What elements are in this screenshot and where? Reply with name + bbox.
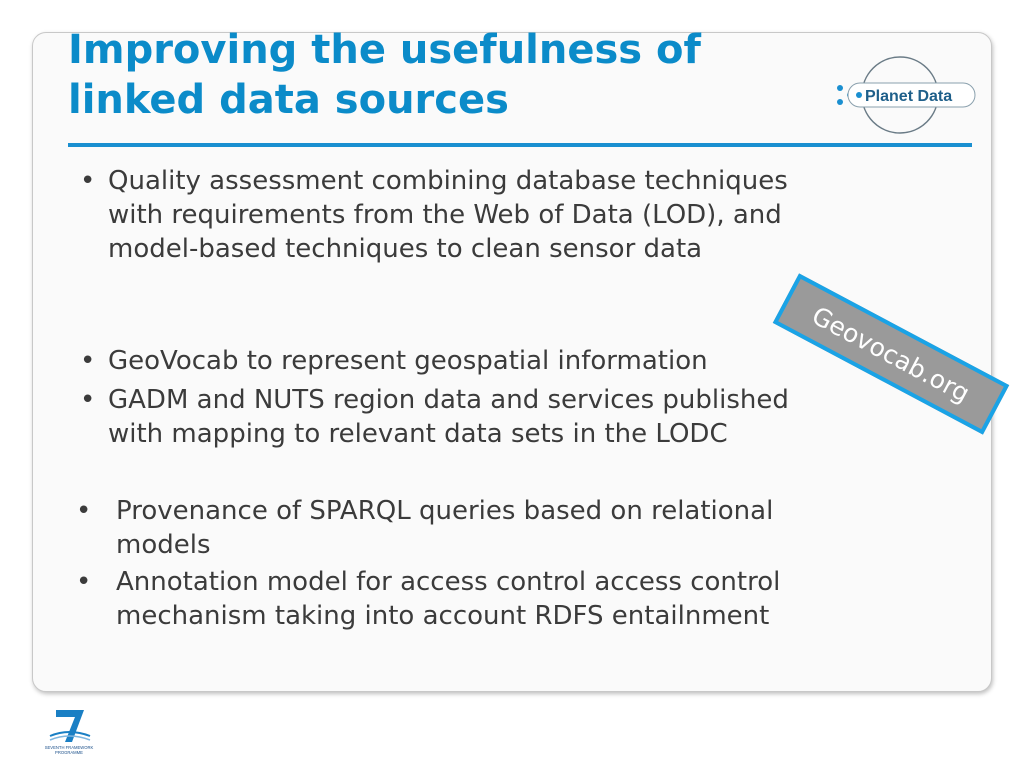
fp7-text-1: SEVENTH FRAMEWORK	[44, 745, 94, 750]
bullet-line: Provenance of SPARQL queries based on relational	[116, 496, 774, 526]
slide-title-line-1: Improving the usefulness of	[68, 27, 701, 73]
bullet-line: GADM and NUTS region data and services published	[108, 385, 789, 415]
logo-dot-2	[837, 99, 843, 105]
bullet-line: with requirements from the Web of Data (LOD), and	[108, 200, 782, 230]
slide-title-line-2: linked data sources	[68, 77, 509, 123]
bullet-item-4	[76, 494, 956, 562]
fp7-logo	[44, 706, 94, 758]
bullet-line: model-based techniques to clean sensor data	[108, 234, 703, 264]
slide-title	[68, 25, 828, 125]
bullet-marker: •	[80, 346, 96, 376]
planet-data-logo	[832, 55, 977, 140]
bullet-item-3	[80, 383, 950, 451]
bullet-line: Annotation model for access control access control	[116, 567, 781, 597]
bullet-line: mechanism taking into account RDFS entailnment	[116, 601, 770, 631]
title-divider	[68, 143, 972, 147]
fp7-text-2: PROGRAMME	[55, 750, 83, 755]
bullet-marker: •	[76, 567, 92, 597]
bullet-item-2	[80, 344, 950, 378]
geovocab-badge-label: Geovocab.org	[807, 300, 975, 408]
logo-dot-1	[837, 85, 843, 91]
bullet-line: models	[116, 530, 211, 560]
bullet-line: Quality assessment combining database techniques	[108, 166, 788, 196]
bullet-item-5	[76, 565, 956, 633]
bullet-line: with mapping to relevant data sets in the LODC	[108, 419, 728, 449]
bullet-marker: •	[76, 496, 92, 526]
logo-dot-4	[856, 92, 862, 98]
bullet-marker: •	[80, 385, 96, 415]
bullet-line: GeoVocab to represent geospatial information	[108, 346, 708, 376]
bullet-marker: •	[80, 166, 96, 196]
logo-text: Planet Data	[865, 88, 953, 105]
bullet-item-1	[80, 164, 950, 266]
